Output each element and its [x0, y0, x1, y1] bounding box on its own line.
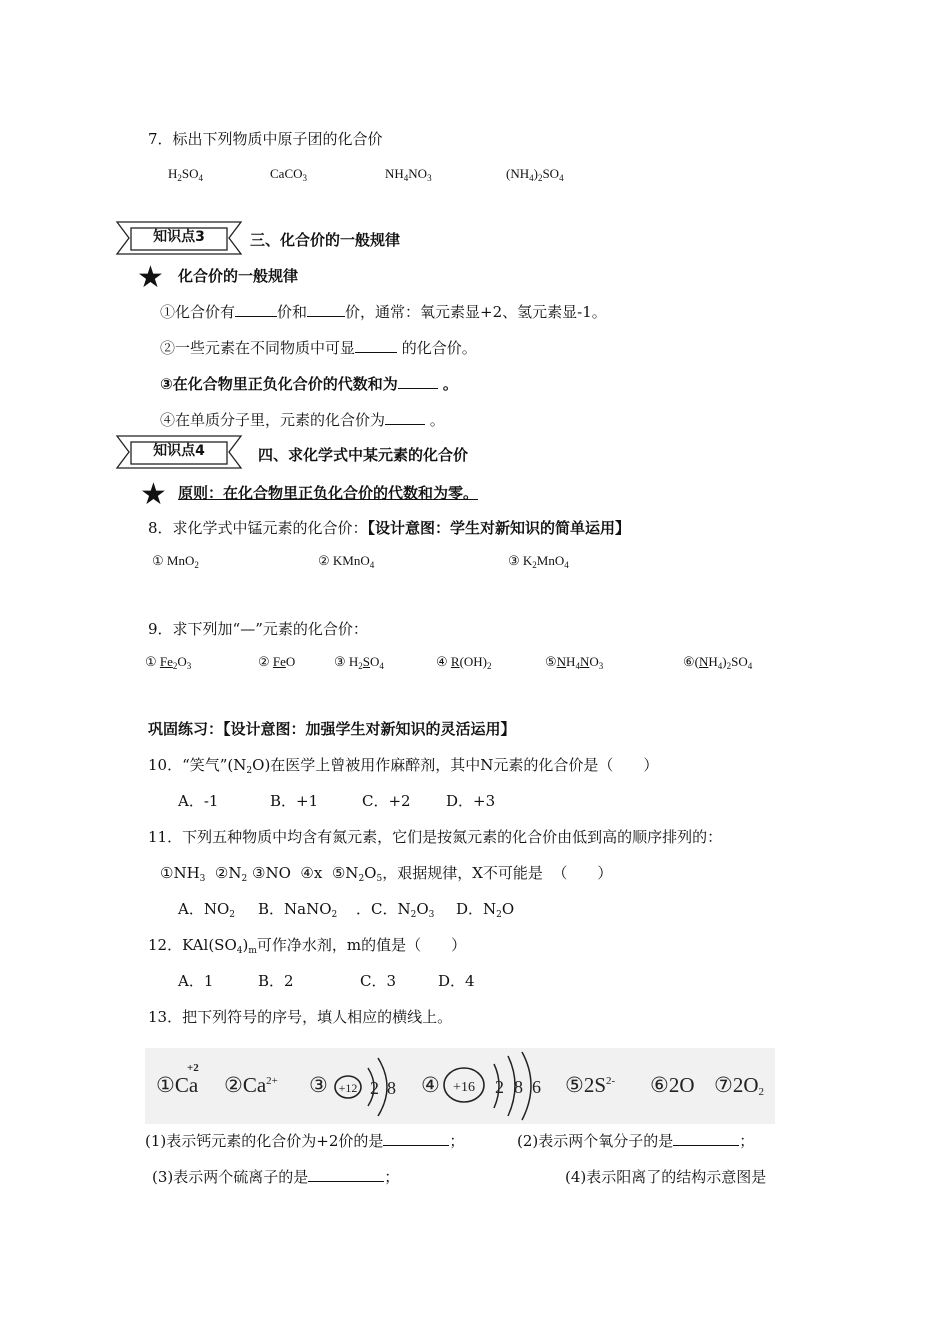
q12-option-c: C．3 [360, 972, 397, 990]
q11-stem: 11．下列五种物质中均含有氮元素，它们是按氮元素的化合价由低到高的顺序排列的： [148, 828, 723, 846]
q13-part-2: (2)表示两个氧分子的是 ； [517, 1132, 755, 1150]
symbol-1-valence: +2 [187, 1062, 199, 1074]
star-icon: ★ [140, 477, 167, 512]
sulfur-atom-diagram [442, 1050, 552, 1122]
kp3-rules-title: 化合价的一般规律 [178, 267, 299, 285]
q13-stem: 13．把下列符号的序号，填人相应的横线上。 [148, 1008, 453, 1026]
q7-item-h2so4: $H_2SO_4$ [168, 166, 204, 183]
q9-item-1: ① $Fe_2O_3$ [145, 654, 192, 671]
q11-list: $①NH_3$ $②N_2$ ③NO ④x $⑤N_2O_5$，艰据规律，X不可能是 （ ） [160, 864, 613, 884]
q7-item-nh4no3: $NH_4NO_3$ [385, 166, 432, 183]
q13-part-1: (1)表示钙元素的化合价为+2价的是 ； [145, 1132, 465, 1150]
kp4-principle: 原则：在化合物里正负化合价的代数和为零。 [178, 484, 479, 502]
kp3-rule-1: ①化合价有 价和 价，通常：氧元素显+2、氢元素显-1。 [160, 303, 607, 321]
practice-heading: 巩固练习：【设计意图：加强学生对新知识的灵活运用】 [148, 720, 516, 738]
symbol-5: $⑤2S^{2-}$ [565, 1073, 616, 1097]
knowledge-point-4-badge [115, 432, 243, 472]
symbol-4: ④ [421, 1073, 440, 1097]
q10-stem: 10．“笑气$”(N_2O)$在医学上曾被用作麻醉剂，其中N元素的化合价是（ ） [148, 756, 659, 776]
q12-option-b: B．2 [258, 972, 294, 990]
q10-option-b: B．+1 [270, 792, 319, 810]
kp3-rule-4: ④在单质分子里，元素的化合价为 。 [160, 411, 445, 429]
symbol-1: ①Ca [156, 1073, 199, 1097]
symbol-2: $②Ca^{2+}$ [224, 1073, 278, 1097]
q9-title: 9．求下列加“—”元素的化合价： [148, 620, 368, 638]
svg-text:2: 2 [495, 1077, 504, 1097]
svg-text:6: 6 [532, 1077, 541, 1097]
knowledge-point-4-label: 知识点4 [153, 443, 205, 459]
svg-text:+12: +12 [338, 1081, 358, 1095]
q9-item-6: $⑥(NH_4)_2SO_4$ [683, 654, 753, 671]
q8-title: 8．求化学式中锰元素的化合价：【设计意图：学生对新知识的简单运用】 [148, 519, 631, 537]
q13-answer-2[interactable] [673, 1131, 739, 1146]
q13-part-4: (4)表示阳离了的结构示意图是 [565, 1168, 767, 1186]
symbol-6: ⑥2O [650, 1073, 695, 1097]
q9-item-3: ③ $H_2SO_4$ [334, 654, 384, 671]
q10-option-d: D．+3 [446, 792, 496, 810]
q10-option-c: C．+2 [362, 792, 411, 810]
star-icon: ★ [137, 260, 164, 295]
q9-item-4: ④ $R(OH)_2$ [436, 654, 492, 671]
kp3-rule-3: ③在化合物里正负化合价的代数和为 。 [160, 375, 458, 393]
kp3-heading: 三、化合价的一般规律 [250, 231, 401, 249]
symbol-7: $⑦2O_2$ [714, 1073, 764, 1098]
q11-option-d: D．$N_2O$ [456, 900, 515, 920]
knowledge-point-3-badge [115, 218, 243, 258]
q9-item-5: $⑤NH_4NO_3$ [545, 654, 604, 671]
kp4-heading: 四、求化学式中某元素的化合价 [258, 446, 469, 464]
q7-item-caco3: CaCO$_3$ [270, 166, 307, 183]
q12-stem: 12．$KAl(SO_4)_m$可作净水剂，m的值是（ ） [148, 936, 467, 956]
magnesium-atom-diagram [332, 1054, 402, 1120]
knowledge-point-3-label: 知识点3 [153, 229, 205, 245]
svg-text:2: 2 [370, 1078, 379, 1098]
q7-item-nh42so4: $(NH_4)_2SO_4$ [506, 166, 564, 183]
svg-text:8: 8 [514, 1077, 523, 1097]
q13-part-3: (3)表示两个硫离子的是 ； [152, 1168, 400, 1186]
symbol-3: ③ [309, 1073, 328, 1097]
q8-item-3: ③ $K_2MnO_4$ [508, 553, 569, 570]
svg-text:+16: +16 [453, 1080, 475, 1095]
q10-option-a: A．-1 [178, 792, 219, 810]
q8-item-1: ① MnO$_2$ [152, 553, 199, 570]
q9-item-2: ② FeO [258, 654, 296, 669]
q12-option-d: D．4 [438, 972, 475, 990]
q12-option-a: A．1 [178, 972, 214, 990]
q11-option-c: ．C．$N_2O_3$ [356, 900, 435, 920]
kp3-rule-2: ②一些元素在不同物质中可显 的化合价。 [160, 339, 477, 357]
q11-option-a: A．$NO_2$ [178, 900, 235, 920]
svg-text:8: 8 [387, 1078, 396, 1098]
q11-option-b: B．NaNO$_2$ [258, 900, 338, 920]
q7-title: 7．标出下列物质中原子团的化合价 [148, 130, 383, 148]
q8-item-2: ② KMnO$_4$ [318, 553, 375, 570]
q13-answer-1[interactable] [383, 1131, 449, 1146]
q13-answer-3[interactable] [308, 1167, 384, 1182]
